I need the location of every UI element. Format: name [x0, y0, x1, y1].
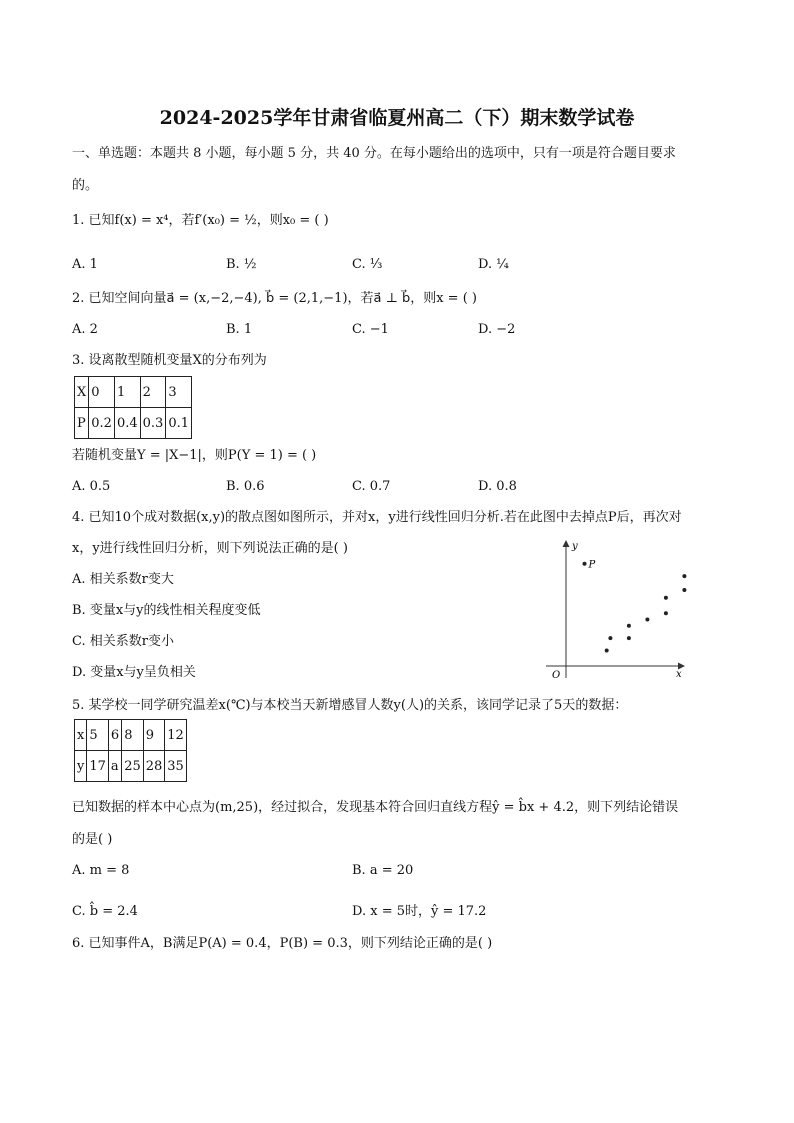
question-2-stem: 2. 已知空间向量a⃗ = (x,−2,−4), b⃗ = (2,1,−1)，若a⃗ ⊥ b⃗，则x = ( ): [72, 291, 477, 306]
scatter-point: [608, 636, 612, 640]
question-1-option-d: D. ¼: [478, 257, 509, 272]
question-5-stem-3: 的是( ): [72, 832, 113, 847]
table-row: [75, 720, 187, 751]
table-cell: 28: [143, 751, 165, 782]
question-1-stem: 1. 已知f(x) = x⁴，若f′(x₀) = ½，则x₀ = ( ): [72, 213, 329, 228]
scatter-point: [627, 636, 631, 640]
table-cell: 2: [140, 377, 166, 408]
table-cell: x: [75, 720, 87, 751]
question-4-stem-2: x，y进行线性回归分析，则下列说法正确的是( ): [72, 541, 348, 556]
y-axis-label: y: [572, 541, 578, 552]
question-5-stem: 5. 某学校一同学研究温差x(℃)与本校当天新增感冒人数y(人)的关系，该同学记录了5天的数据：: [72, 698, 628, 713]
table-row: [75, 751, 187, 782]
question-4-option-d: D. 变量x与y呈负相关: [72, 665, 196, 680]
question-3-stem: 3. 设离散型随机变量X的分布列为: [72, 353, 267, 368]
question-2-option-a: A. 2: [72, 322, 98, 337]
temperature-data-table: [74, 719, 187, 782]
question-5-option-a: A. m = 8: [72, 863, 130, 878]
table-cell: 3: [166, 377, 192, 408]
question-1-option-a: A. 1: [72, 257, 98, 272]
table-cell: 25: [122, 751, 144, 782]
question-4-option-c: C. 相关系数r变小: [72, 634, 174, 649]
question-3-option-b: B. 0.6: [226, 479, 265, 494]
table-cell: 6: [108, 720, 121, 751]
table-row: [75, 408, 192, 439]
question-4-stem-1: 4. 已知10个成对数据(x,y)的散点图如图所示，并对x，y进行线性回归分析.若在此图中去掉点P后，再次对: [72, 510, 682, 525]
table-cell: 8: [122, 720, 144, 751]
point-p-label: P: [588, 559, 596, 571]
origin-label: O: [552, 670, 561, 680]
table-cell: 0.1: [166, 408, 192, 439]
table-cell: 35: [165, 751, 187, 782]
question-3-option-c: C. 0.7: [352, 479, 391, 494]
question-2-option-c: C. −1: [352, 322, 389, 337]
scatter-point: [583, 562, 587, 566]
question-2-option-d: D. −2: [478, 322, 516, 337]
table-cell: 17: [87, 751, 109, 782]
scatter-point: [664, 596, 668, 600]
table-cell: 0: [89, 377, 115, 408]
question-3-stem-2: 若随机变量Y = |X−1|，则P(Y = 1) = ( ): [72, 448, 317, 463]
scatter-point: [682, 574, 686, 578]
question-5-stem-2: 已知数据的样本中心点为(m,25)，经过拟合，发现基本符合回归直线方程ŷ = b̂x + 4.2，则下列结论错误: [72, 800, 679, 815]
scatter-point: [645, 618, 649, 622]
question-6-stem: 6. 已知事件A，B满足P(A) = 0.4，P(B) = 0.3，则下列结论正确的是( ): [72, 936, 493, 951]
question-5-option-c: C. b̂ = 2.4: [72, 904, 138, 919]
scatter-point: [627, 624, 631, 628]
section-heading-line1: 一、单选题：本题共 8 小题，每小题 5 分，共 40 分。在每小题给出的选项中，只有一项是符合题目要求: [72, 146, 676, 161]
table-cell: 5: [87, 720, 109, 751]
table-cell: X: [75, 377, 89, 408]
question-3-option-a: A. 0.5: [72, 479, 111, 494]
table-cell: y: [75, 751, 87, 782]
table-cell: 0.4: [114, 408, 140, 439]
question-1-option-c: C. ⅓: [352, 257, 383, 272]
section-heading-line2: 的。: [72, 178, 99, 193]
question-1-option-b: B. ½: [226, 257, 257, 272]
table-cell: a: [108, 751, 121, 782]
table-cell: 12: [165, 720, 187, 751]
page-title: 2024-2025学年甘肃省临夏州高二（下）期末数学试卷: [159, 107, 635, 129]
x-axis-label: x: [676, 669, 682, 680]
question-5-option-d: D. x = 5时，ŷ = 17.2: [352, 904, 487, 919]
table-cell: 0.2: [89, 408, 115, 439]
table-cell: 0.3: [140, 408, 166, 439]
table-cell: 1: [114, 377, 140, 408]
table-row: [75, 377, 192, 408]
question-2-option-b: B. 1: [226, 322, 253, 337]
question-5-option-b: B. a = 20: [352, 863, 414, 878]
scatter-plot: [538, 535, 688, 680]
table-cell: 9: [143, 720, 165, 751]
scatter-point: [664, 611, 668, 615]
question-3-option-d: D. 0.8: [478, 479, 517, 494]
scatter-point: [682, 588, 686, 592]
table-cell: P: [75, 408, 89, 439]
distribution-table: [74, 376, 192, 439]
question-4-option-b: B. 变量x与y的线性相关程度变低: [72, 603, 261, 618]
scatter-point: [605, 649, 609, 653]
question-4-option-a: A. 相关系数r变大: [72, 572, 174, 587]
